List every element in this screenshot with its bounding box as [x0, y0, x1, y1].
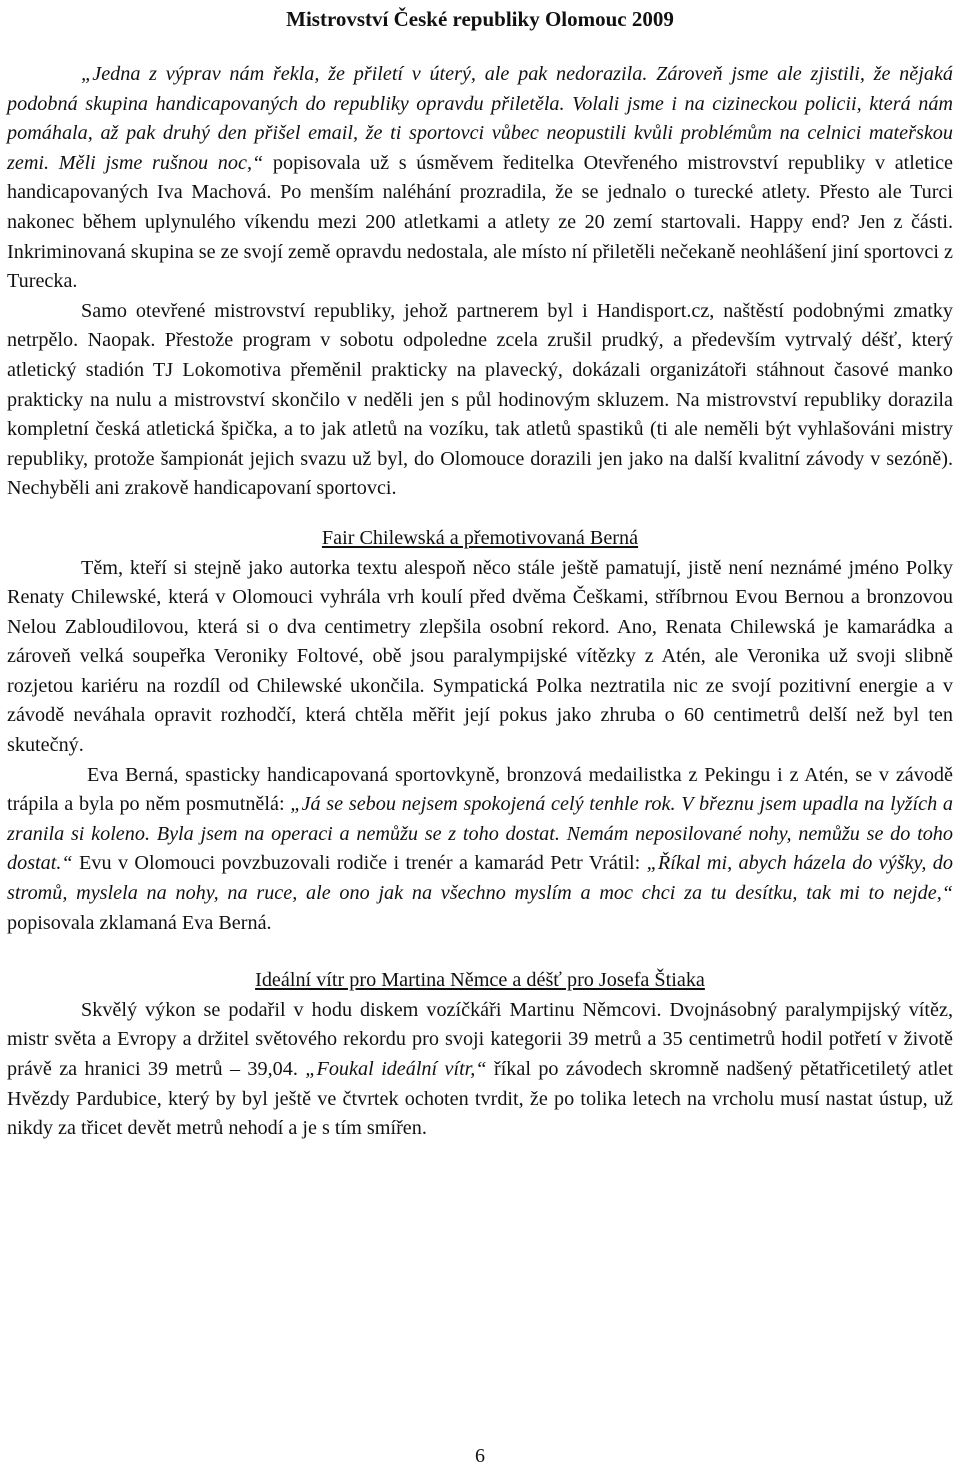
quote-text: „Říkal mi, abych házela do výšky, do stromů, myslela na nohy, na ruce, ale ono jak na všechno myslím a moc chci za tu desítku, tak mi to nejde,“ [7, 852, 953, 905]
quote-text: „Jedna z výprav nám řekla, že přiletí v úterý, ale pak nedorazila. Zároveň jsme ale zjistili, že nějaká podobná skupina handicapovaných do republiky opravdu přiletěla. Volali jsme i na cizineckou policii, která nám pomáhala, až pak druhý den přišel email, že ti sportovci vůbec neopustili kvůli problémům na celnici mateřskou zemi. Měli jsme rušnou noc,“ [7, 63, 953, 174]
body-text: říkal po závodech skromně nadšený pětatřicetiletý atlet Hvězdy Pardubice, který by byl ještě ve čtvrtek ochoten tvrdit, že po tolika letech na vrcholu musí nastat ústup, už nikdy za třicet devět metrů nehodí a je s tím smířen. [7, 1058, 954, 1140]
paragraph-5 [7, 996, 953, 1144]
article-body [7, 60, 953, 1144]
paragraph-2 [7, 297, 953, 504]
body-text: Samo otevřené mistrovství republiky, jehož partnerem byl i Handisport.cz, naštěstí podobnými zmatky netrpělo. Naopak. Přestože program v sobotu odpoledne zcela zrušil prudký, a především vytrvalý déšť, který atletický stadión TJ Lokomotiva přeměnil prakticky na plavecký, dokázali organizátoři stáhnout časové manko prakticky na nulu a mistrovství skončilo v neděli jen s půl hodinovým skluzem. Na mistrovství republiky dorazila kompletní česká atletická špička, a to jak atletů na vozíku, tak atletů spastiků (ti ale neměli být vyhlašováni mistry republiky, protože šampionát jejich svazu už byl, do Olomouce dorazili jen jako na další kvalitní závody v sezóně). Nechyběli ani zrakově handicapovaní sportovci. [7, 299, 953, 500]
paragraph-3 [7, 554, 953, 761]
body-text: popisovala zklamaná Eva Berná. [7, 911, 272, 934]
paragraph-1 [7, 60, 953, 297]
paragraph-4 [7, 761, 953, 939]
body-text: Eva Berná, spasticky handicapovaná sportovkyně, bronzová medailistka z Pekingu i z Atén, se v závodě trápila a byla po něm posmutnělá: [7, 763, 953, 816]
body-text: Skvělý výkon se podařil v hodu diskem vozíčkáři Martinu Němcovi. Dvojnásobný paralympijský vítěz, mistr světa a Evropy a držitel světového rekordu pro svoji kategorii 39 metrů a 35 centimetrů hodil potřetí v životě právě za hranici 39 metrů – 39,04. [7, 998, 953, 1080]
body-text: popisovala už s úsměvem ředitelka Otevřeného mistrovství republiky v atletice handicapovaných Iva Machová. Po menším naléhání prozradila, že se jednalo o turecké atlety. Přesto ale Turci nakonec během uplynulého víkendu mezi 200 atletkami a atlety ze 20 zemí startovali. Happy end? Jen z části. Inkriminovaná skupina se ze svojí země opravdu nedostala, ale místo ní přiletěli nečekaně neohlášení jiní sportovci z Turecka. [7, 151, 953, 293]
section-heading-2: Ideální vítr pro Martina Němce a déšť pro Josefa Štiaka [255, 969, 705, 992]
document-title: Mistrovství České republiky Olomouc 2009 [286, 7, 674, 31]
body-text: Evu v Olomouci povzbuzovali rodiče i trenér a kamarád Petr Vrátil: [72, 852, 647, 875]
page-number: 6 [475, 1445, 485, 1467]
body-text: Těm, kteří si stejně jako autorka textu alespoň něco stále ještě pamatují, jistě není neznámé jméno Polky Renaty Chilewské, která v Olomouci vyhrála vrh koulí před dvěma Češkami, stříbrnou Evou Bernou a bronzovou Nelou Zabloudilovou, která si o dva centimetry zlepšila osobní rekord. Ano, Renata Chilewská je kamarádka a zároveň velká soupeřka Veroniky Foltové, obě jsou paralympijské vítězky z Atén, ale Veronika už svoji slibně rozjetou kariéru na rozdíl od Chilewské ukončila. Sympatická Polka neztratila nic ze svojí pozitivní energie a v závodě neváhala opravit rozhodčí, která chtěla měřit její pokus jako zhruba o 60 centimetrů delší než byl ten skutečný. [7, 556, 953, 757]
section-heading-1: Fair Chilewská a přemotivovaná Berná [321, 526, 639, 549]
document-header [0, 0, 960, 32]
quote-text: „Foukal ideální vítr,“ [305, 1058, 487, 1080]
quote-text: „Já se sebou nejsem spokojená celý tenhle rok. V březnu jsem upadla na lyžích a zranila si koleno. Byla jsem na operaci a nemůžu se z toho dostat. Nemám neposilované nohy, nemůžu se do toho dostat.“ [7, 793, 954, 875]
